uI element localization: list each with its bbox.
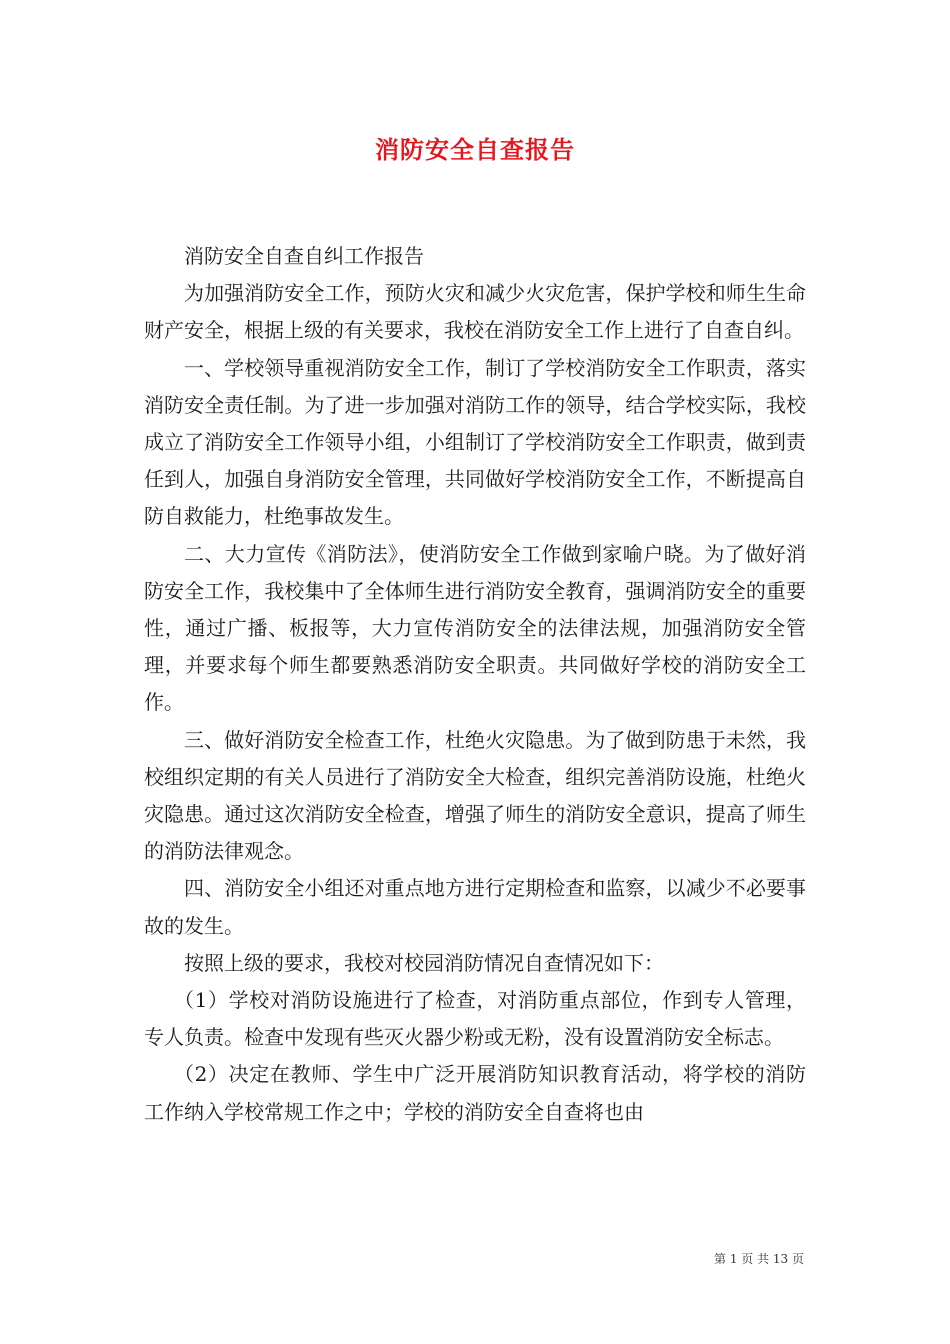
paragraph-intro: 为加强消防安全工作，预防火灾和减少火灾危害，保护学校和师生生命财产安全，根据上级的有关要求，我校在消防安全工作上进行了自查自纠。	[144, 281, 806, 343]
paragraph-self-check-intro: 按照上级的要求，我校对校园消防情况自查情况如下：	[184, 950, 664, 975]
paragraph-section-2: 二、大力宣传《消防法》，使消防安全工作做到家喻户晓。为了做好消防安全工作，我校集中了全体师生进行消防安全教育，强调消防安全的重要性，通过广播、板报等，大力宣传消防安全的法律法规，加强消防安全管理，并要求每个师生都要熟悉消防安全职责。共同做好学校的消防安全工作。	[144, 541, 806, 715]
document-body	[144, 238, 806, 1131]
paragraph-item-1: （1）学校对消防设施进行了检查，对消防重点部位，作到专人管理，专人负责。检查中发现有些灭火器少粉或无粉，没有设置消防安全标志。	[144, 988, 806, 1050]
paragraph-item-2: （2）决定在教师、学生中广泛开展消防知识教育活动，将学校的消防工作纳入学校常规工作之中；学校的消防安全自查将也由	[144, 1062, 806, 1124]
paragraph-section-3: 三、做好消防安全检查工作，杜绝火灾隐患。为了做到防患于未然，我校组织定期的有关人员进行了消防安全大检查，组织完善消防设施，杜绝火灾隐患。通过这次消防安全检查，增强了师生的消防安全意识，提高了师生的消防法律观念。	[144, 727, 806, 864]
paragraph-section-1: 一、学校领导重视消防安全工作，制订了学校消防安全工作职责，落实消防安全责任制。为了进一步加强对消防工作的领导，结合学校实际，我校成立了消防安全工作领导小组，小组制订了学校消防安全工作职责，做到责任到人，加强自身消防安全管理，共同做好学校消防安全工作，不断提高自防自救能力，杜绝事故发生。	[144, 355, 806, 529]
paragraph-section-4: 四、消防安全小组还对重点地方进行定期检查和监察，以减少不必要事故的发生。	[144, 876, 806, 938]
document-title: 消防安全自查报告	[375, 135, 575, 164]
page-number: 第 1 页 共 13 页	[714, 1252, 804, 1266]
report-subtitle: 消防安全自查自纠工作报告	[184, 244, 424, 268]
